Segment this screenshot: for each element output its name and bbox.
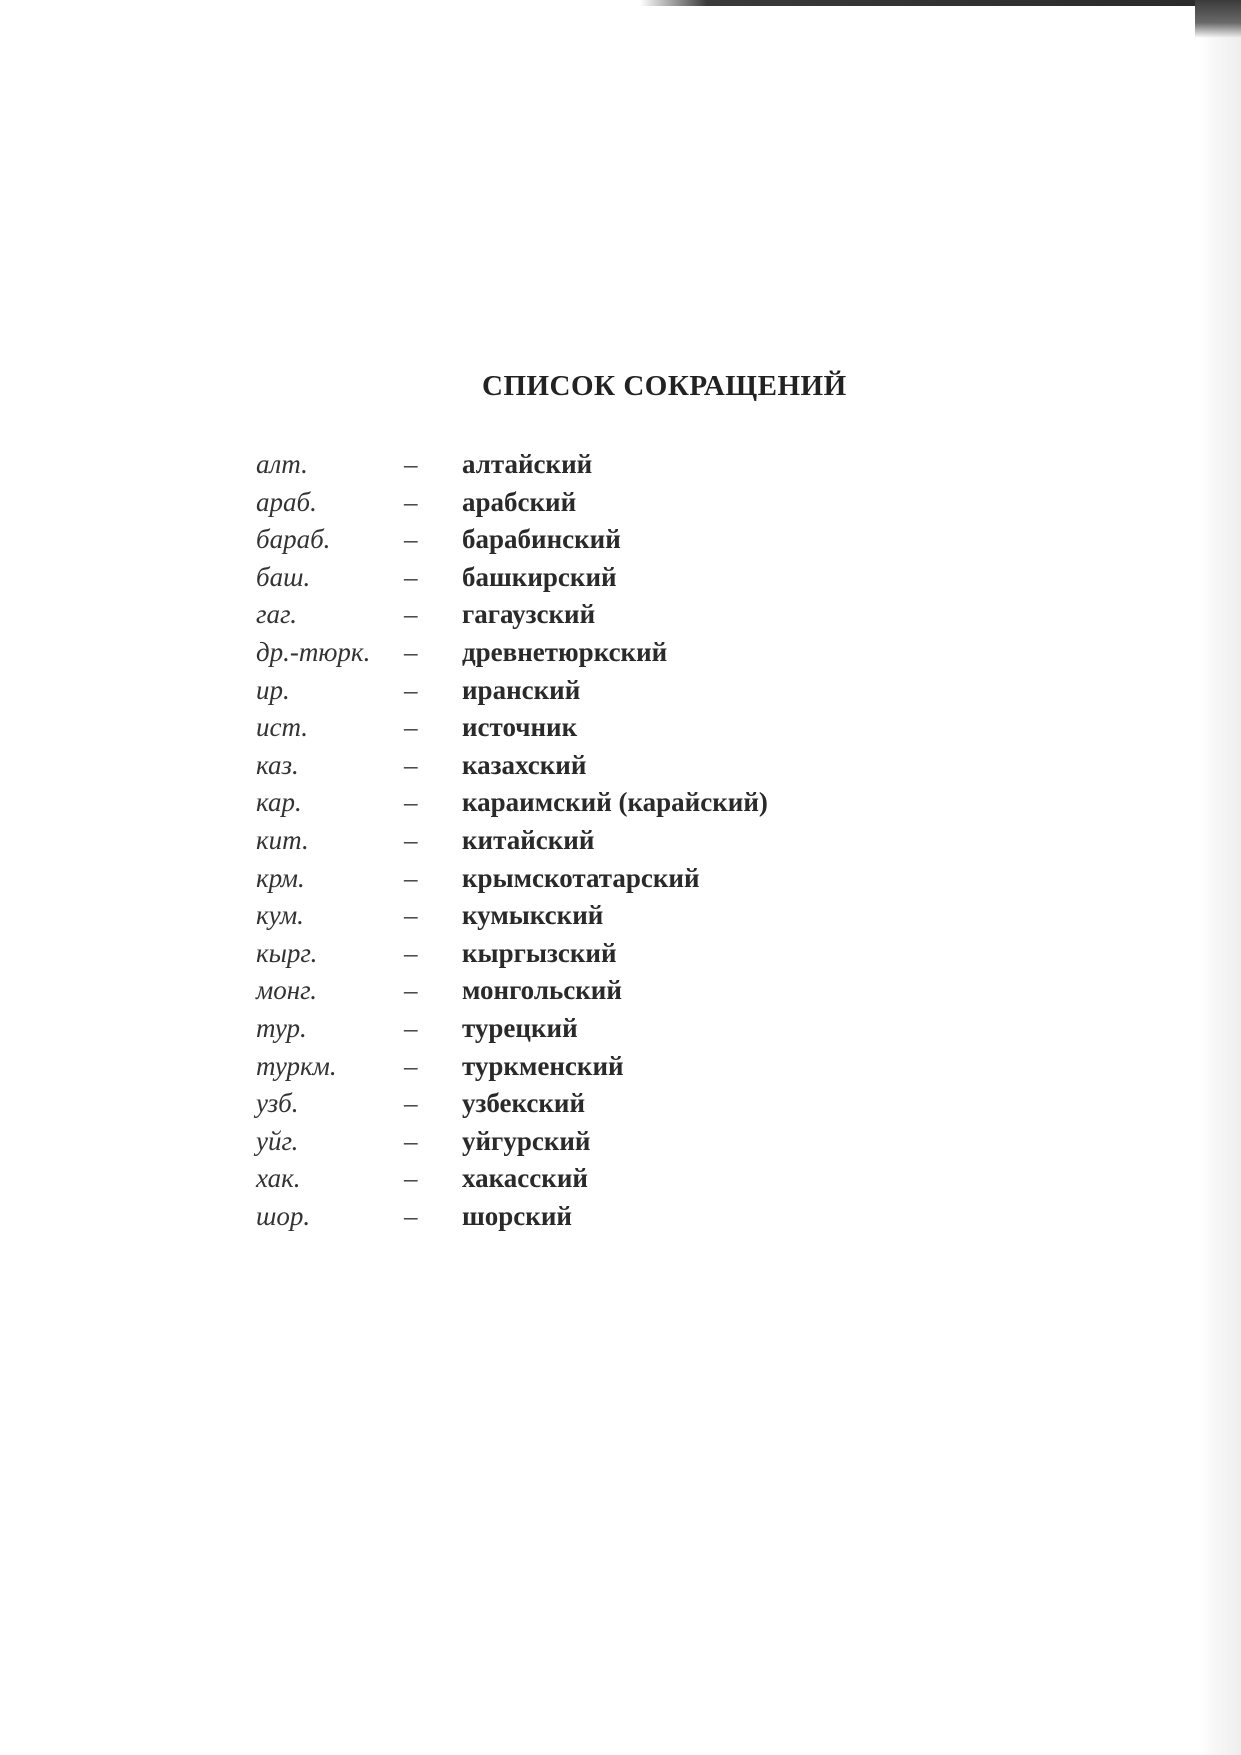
- abbreviation: уйг.: [256, 1125, 299, 1156]
- abbreviation-meaning: алтайский: [462, 449, 593, 479]
- abbreviation: ист.: [256, 712, 309, 743]
- abbreviation: монг.: [256, 975, 318, 1006]
- dash-separator: –: [404, 1200, 418, 1231]
- abbreviation: баш.: [256, 561, 311, 592]
- abbreviation-meaning: барабинский: [462, 524, 621, 555]
- page-title: СПИСОК СОКРАЩЕНИЙ: [482, 370, 847, 402]
- dash-separator: –: [404, 524, 418, 555]
- dash-separator: –: [404, 937, 418, 968]
- abbreviation: араб.: [256, 486, 317, 517]
- abbreviation-meaning: кыргызский: [462, 937, 617, 968]
- abbreviation-meaning: монгольский: [462, 975, 622, 1006]
- abbreviation: кум.: [256, 900, 304, 931]
- dash-separator: –: [404, 787, 418, 818]
- abbreviation: кит.: [256, 824, 309, 855]
- abbreviation: каз.: [256, 749, 299, 780]
- abbreviation: кар.: [256, 787, 302, 818]
- abbreviation: алт.: [256, 449, 308, 479]
- abbreviation: шор.: [256, 1200, 311, 1231]
- abbreviation: ир.: [256, 674, 290, 705]
- dash-separator: –: [404, 449, 418, 479]
- abbreviation-meaning: древнетюркский: [462, 636, 668, 667]
- dash-separator: –: [404, 1012, 418, 1043]
- dash-separator: –: [404, 824, 418, 855]
- dash-separator: –: [404, 674, 418, 705]
- scan-page-edge: [1199, 0, 1241, 1755]
- abbreviation-meaning: иранский: [462, 674, 581, 705]
- dash-separator: –: [404, 561, 418, 592]
- abbreviation-meaning: хакасский: [462, 1163, 588, 1194]
- scan-corner-shadow: [1195, 0, 1241, 38]
- abbreviation: хак.: [256, 1163, 301, 1194]
- abbreviation-meaning: узбекский: [462, 1088, 586, 1119]
- abbreviation: гаг.: [256, 599, 297, 630]
- abbreviation-meaning: гагаузский: [462, 599, 596, 630]
- dash-separator: –: [404, 486, 418, 517]
- abbreviation-meaning: башкирский: [462, 561, 617, 592]
- abbreviation-meaning: турецкий: [462, 1012, 578, 1043]
- abbreviation-meaning: арабский: [462, 486, 577, 517]
- abbreviation: туркм.: [256, 1050, 337, 1081]
- dash-separator: –: [404, 599, 418, 630]
- dash-separator: –: [404, 1050, 418, 1081]
- abbreviation: крм.: [256, 862, 305, 893]
- scan-top-shadow: [640, 0, 1200, 6]
- abbreviation-meaning: казахский: [462, 749, 587, 780]
- dash-separator: –: [404, 975, 418, 1006]
- abbreviation-meaning: китайский: [462, 824, 595, 855]
- abbreviation: узб.: [256, 1088, 299, 1119]
- dash-separator: –: [404, 1088, 418, 1119]
- dash-separator: –: [404, 1125, 418, 1156]
- abbreviation: тур.: [256, 1012, 307, 1043]
- abbreviation-meaning: уйгурский: [462, 1125, 591, 1156]
- dash-separator: –: [404, 1163, 418, 1194]
- abbreviation: кырг.: [256, 937, 318, 968]
- abbreviation-meaning: крымскотатарский: [462, 862, 700, 893]
- dash-separator: –: [404, 749, 418, 780]
- abbreviation: бараб.: [256, 524, 331, 555]
- dash-separator: –: [404, 712, 418, 743]
- abbreviation-meaning: туркменский: [462, 1050, 624, 1081]
- abbreviation-meaning: источник: [462, 712, 578, 743]
- abbreviation-meaning: караимский (карайский): [462, 787, 768, 818]
- abbreviation-meaning: кумыкский: [462, 900, 604, 931]
- dash-separator: –: [404, 862, 418, 893]
- dash-separator: –: [404, 900, 418, 931]
- abbreviation-meaning: шорский: [462, 1200, 572, 1231]
- dash-separator: –: [404, 636, 418, 667]
- abbreviation: др.-тюрк.: [256, 636, 371, 667]
